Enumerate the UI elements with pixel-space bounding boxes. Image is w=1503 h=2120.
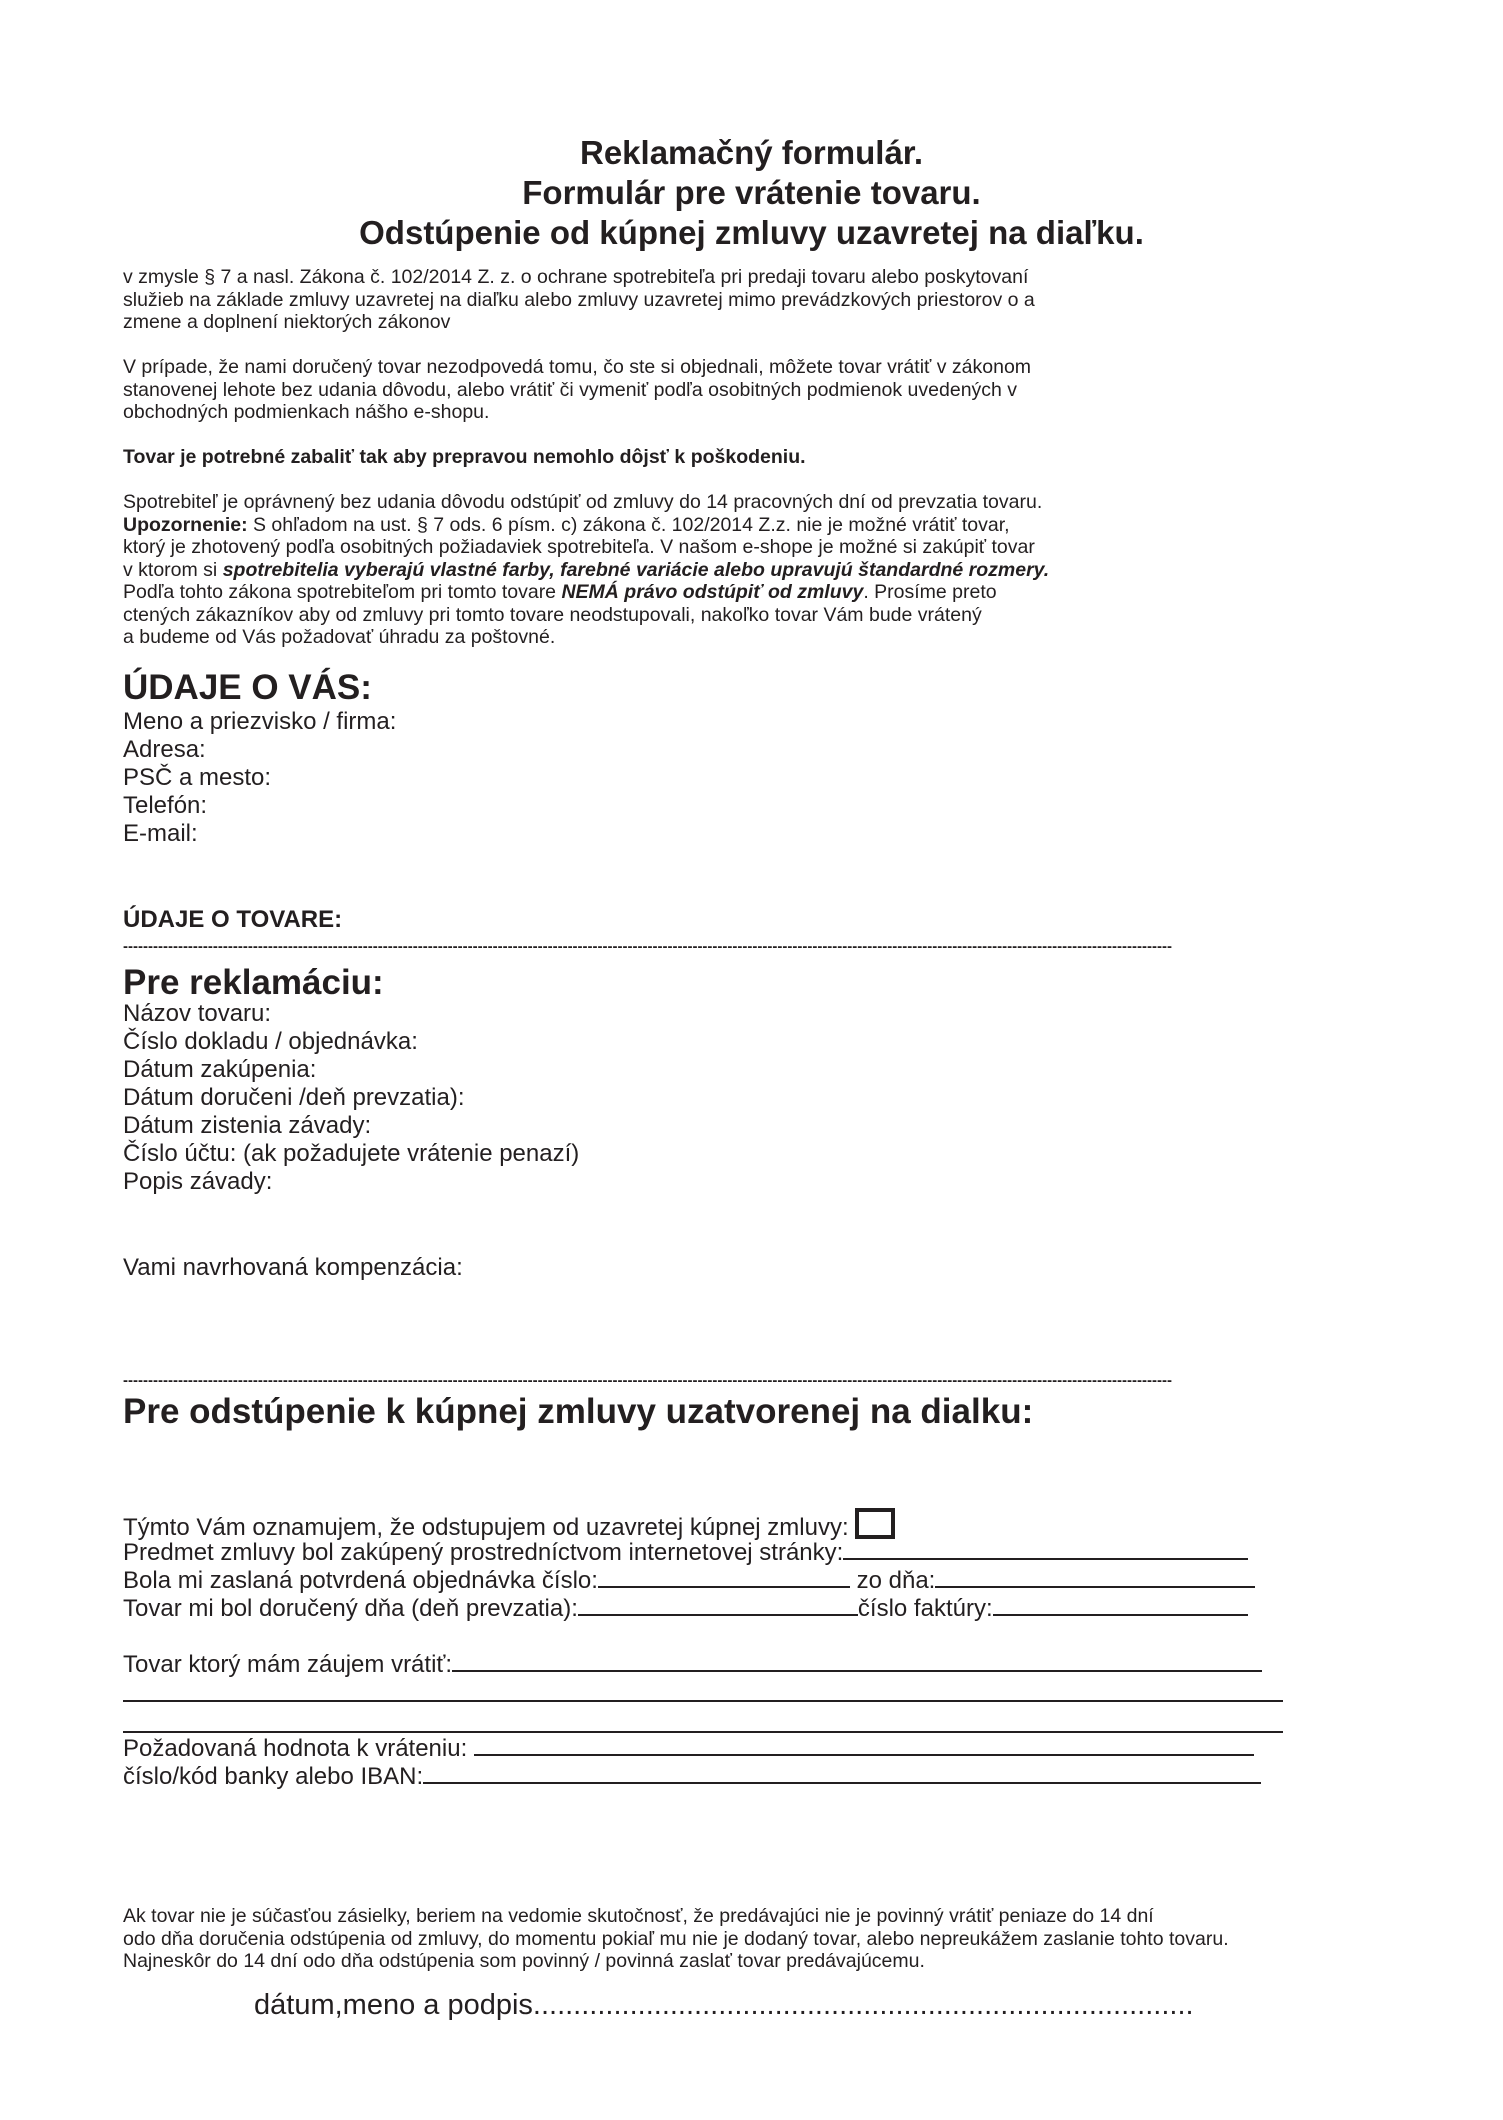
doc-number-label: Číslo dokladu / objednávka: xyxy=(123,1028,418,1055)
website-row xyxy=(123,1538,1248,1567)
order-date-label: zo dňa: xyxy=(849,1567,936,1594)
defect-description-label: Popis závady: xyxy=(123,1168,273,1195)
goods-heading: ÚDAJE O TOVARE: xyxy=(123,906,343,933)
website-label: Predmet zmluvy bol zakúpený prostredníctvom internetovej stránky: xyxy=(123,1539,844,1566)
withdrawal-rights-paragraph: Spotrebiteľ je oprávnený bez udania dôvodu odstúpiť od zmluvy do 14 pracovných dní od prevzatia tovaru. Upozornenie: S ohľadom na ust. § 7 ods. 6 písm. c) zákona č. 102/2014 Z.z. nie je možné vrátiť tovar, ktorý je zhotovený podľa osobitných požiadaviek spotrebiteľa. V našom e-shope je možné si zakúpiť tovar v ktorom si spotrebitelia vyberajú vlastné farby, farebné variácie alebo upravujú štandardné rozmery. Podľa tohto zákona spotrebiteľom pri tomto tovare NEMÁ právo odstúpiť od zmluvy. Prosíme preto ctených zákazníkov aby od zmluvy pri tomto tovare neodstupovali, nakoľko tovar Vám bude vrátený a budeme od Vás požadovať úhradu za poštovné. xyxy=(123,491,1050,648)
dashed-divider-2: ------------------------------------------------------------------------------------------------------------------------------------------------------------------------------------------------------------------ xyxy=(123,1372,1172,1389)
email-label: E-mail: xyxy=(123,820,198,847)
defect-date-label: Dátum zistenia závady: xyxy=(123,1112,372,1139)
purchase-date-label: Dátum zakúpenia: xyxy=(123,1056,317,1083)
return-info-paragraph: V prípade, že nami doručený tovar nezodpovedá tomu, čo ste si objednali, môžete tovar vrátiť v zákonom stanovenej lehote bez udania dôvodu, alebo vrátiť či vymeniť podľa osobitných podmienok uvedených v obchodných podmienkach nášho e-shopu. xyxy=(123,356,1032,423)
name-label: Meno a priezvisko / firma: xyxy=(123,708,397,735)
goods-return-label: Tovar ktorý mám záujem vrátiť: xyxy=(123,1651,453,1678)
complaint-heading: Pre reklamáciu: xyxy=(123,963,384,1002)
delivery-date-label: Dátum doručeni /deň prevzatia): xyxy=(123,1084,465,1111)
invoice-label: číslo faktúry: xyxy=(857,1595,993,1622)
address-label: Adresa: xyxy=(123,736,206,763)
dashed-divider-1: ------------------------------------------------------------------------------------------------------------------------------------------------------------------------------------------------------------------ xyxy=(123,938,1172,955)
bank-field[interactable] xyxy=(423,1762,1261,1784)
order-row xyxy=(123,1566,1255,1595)
invoice-field[interactable] xyxy=(993,1594,1248,1616)
title-line-1: Reklamačný formulár. xyxy=(580,134,923,171)
goods-return-field[interactable] xyxy=(452,1650,1262,1672)
zip-city-label: PSČ a mesto: xyxy=(123,764,272,791)
delivery-row xyxy=(123,1594,1248,1623)
order-number-field[interactable] xyxy=(598,1566,850,1588)
withdrawal-notice-label: Týmto Vám oznamujem, že odstupujem od uzavretej kúpnej zmluvy: xyxy=(123,1514,849,1541)
complaint-fields xyxy=(123,1000,579,1196)
order-number-label: Bola mi zaslaná potvrdená objednávka číslo: xyxy=(123,1567,598,1594)
delivery-date-label: Tovar mi bol doručený dňa (deň prevzatia): xyxy=(123,1595,578,1622)
title-line-3: Odstúpenie od kúpnej zmluvy uzavretej na diaľku. xyxy=(359,214,1144,251)
about-you-heading: ÚDAJE O VÁS: xyxy=(123,668,372,707)
withdrawal-heading: Pre odstúpenie k kúpnej zmluvy uzatvorenej na dialku: xyxy=(123,1392,1034,1431)
withdrawal-checkbox[interactable] xyxy=(855,1508,895,1539)
about-you-fields xyxy=(123,708,396,848)
footer-note: Ak tovar nie je súčasťou zásielky, beriem na vedomie skutočnosť, že predávajúci nie je povinný vrátiť peniaze do 14 dní odo dňa doručenia odstúpenia od zmluvy, do momentu pokiaľ mu nie je dodaný tovar, alebo nepreukážem zaslanie tohto tovaru. Najneskôr do 14 dní odo dňa odstúpenia som povinný / povinná zaslať tovar predávajúcemu. xyxy=(123,1905,1229,1972)
bank-row xyxy=(123,1762,1261,1791)
packaging-note: Tovar je potrebné zabaliť tak aby prepravou nemohlo dôjsť k poškodeniu. xyxy=(123,446,806,468)
refund-value-field[interactable] xyxy=(474,1734,1254,1756)
legal-intro: v zmysle § 7 a nasl. Zákona č. 102/2014 Z. z. o ochrane spotrebiteľa pri predaji tovaru alebo poskytovaní služieb na základe zmluvy uzavretej na diaľku alebo zmluvy uzavretej mimo prevádzkových priestorov o a zmene a doplnení niektorých zákonov xyxy=(123,266,1035,333)
signature-line[interactable]: dátum,meno a podpis.................................................................................. xyxy=(254,1989,1194,2021)
order-date-field[interactable] xyxy=(935,1566,1255,1588)
phone-label: Telefón: xyxy=(123,792,208,819)
refund-value-label: Požadovaná hodnota k vráteniu: xyxy=(123,1735,474,1762)
withdrawal-notice-row xyxy=(123,1508,895,1542)
title-line-2: Formulár pre vrátenie tovaru. xyxy=(522,174,981,211)
bank-label: číslo/kód banky alebo IBAN: xyxy=(123,1763,424,1790)
delivery-date-field[interactable] xyxy=(578,1594,858,1616)
website-field[interactable] xyxy=(843,1538,1248,1560)
product-name-label: Názov tovaru: xyxy=(123,1000,272,1027)
goods-return-row xyxy=(123,1650,1262,1679)
compensation-label: Vami navrhovaná kompenzácia: xyxy=(123,1254,463,1281)
goods-return-line-3[interactable] xyxy=(123,1731,1283,1733)
goods-return-line-2[interactable] xyxy=(123,1700,1283,1702)
refund-value-row xyxy=(123,1734,1254,1763)
account-label: Číslo účtu: (ak požadujete vrátenie penazí) xyxy=(123,1140,580,1167)
